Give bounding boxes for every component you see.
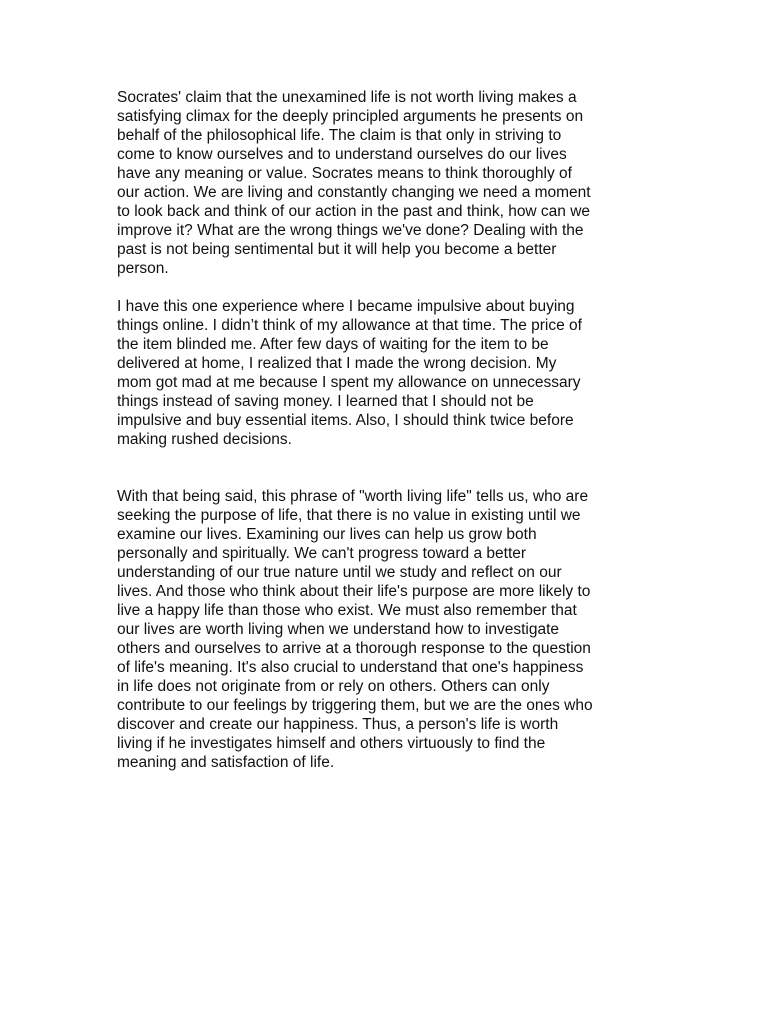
text-line: improve it? What are the wrong things we've done? Dealing with the [117,222,584,239]
text-line: contribute to our feelings by triggering them, but we are the ones who [117,697,593,714]
text-line: discover and create our happiness. Thus, a person's life is worth [117,716,559,733]
paragraph-3 [117,487,657,772]
paragraph-2 [117,297,657,449]
text-line: meaning and satisfaction of life. [117,754,335,771]
document-body [117,88,657,772]
text-line: come to know ourselves and to understand ourselves do our lives [117,146,567,163]
text-line: to look back and think of our action in the past and think, how can we [117,203,591,220]
text-line: impulsive and buy essential items. Also, I should think twice before [117,412,574,429]
text-line: seeking the purpose of life, that there is no value in existing until we [117,507,581,524]
text-line: live a happy life than those who exist. We must also remember that [117,602,577,619]
text-line: person. [117,260,169,277]
paragraph-spacer [117,449,657,487]
text-line: living if he investigates himself and others virtuously to find the [117,735,546,752]
text-line: in life does not originate from or rely on others. Others can only [117,678,550,695]
text-line: personally and spiritually. We can't progress toward a better [117,545,527,562]
text-line: behalf of the philosophical life. The claim is that only in striving to [117,127,562,144]
text-line: mom got mad at me because I spent my allowance on unnecessary [117,374,581,391]
text-line: delivered at home, I realized that I made the wrong decision. My [117,355,557,372]
text-line: satisfying climax for the deeply principled arguments he presents on [117,108,584,125]
text-line: making rushed decisions. [117,431,292,448]
text-line: our lives are worth living when we understand how to investigate [117,621,559,638]
text-line: past is not being sentimental but it will help you become a better [117,241,557,258]
text-line: understanding of our true nature until we study and reflect on our [117,564,562,581]
text-line: examine our lives. Examining our lives can help us grow both [117,526,537,543]
text-line: the item blinded me. After few days of waiting for the item to be [117,336,549,353]
text-line: things instead of saving money. I learned that I should not be [117,393,534,410]
text-line: lives. And those who think about their life's purpose are more likely to [117,583,591,600]
text-line: Socrates' claim that the unexamined life is not worth living makes a [117,89,577,106]
text-line: With that being said, this phrase of "worth living life" tells us, who are [117,488,589,505]
text-line: of life's meaning. It's also crucial to understand that one's happiness [117,659,584,676]
paragraph-1 [117,88,657,278]
text-line: I have this one experience where I became impulsive about buying [117,298,575,315]
text-line: things online. I didn’t think of my allowance at that time. The price of [117,317,582,334]
text-line: others and ourselves to arrive at a thorough response to the question [117,640,591,657]
paragraph-spacer [117,278,657,297]
text-line: have any meaning or value. Socrates means to think thoroughly of [117,165,572,182]
text-line: our action. We are living and constantly changing we need a moment [117,184,591,201]
